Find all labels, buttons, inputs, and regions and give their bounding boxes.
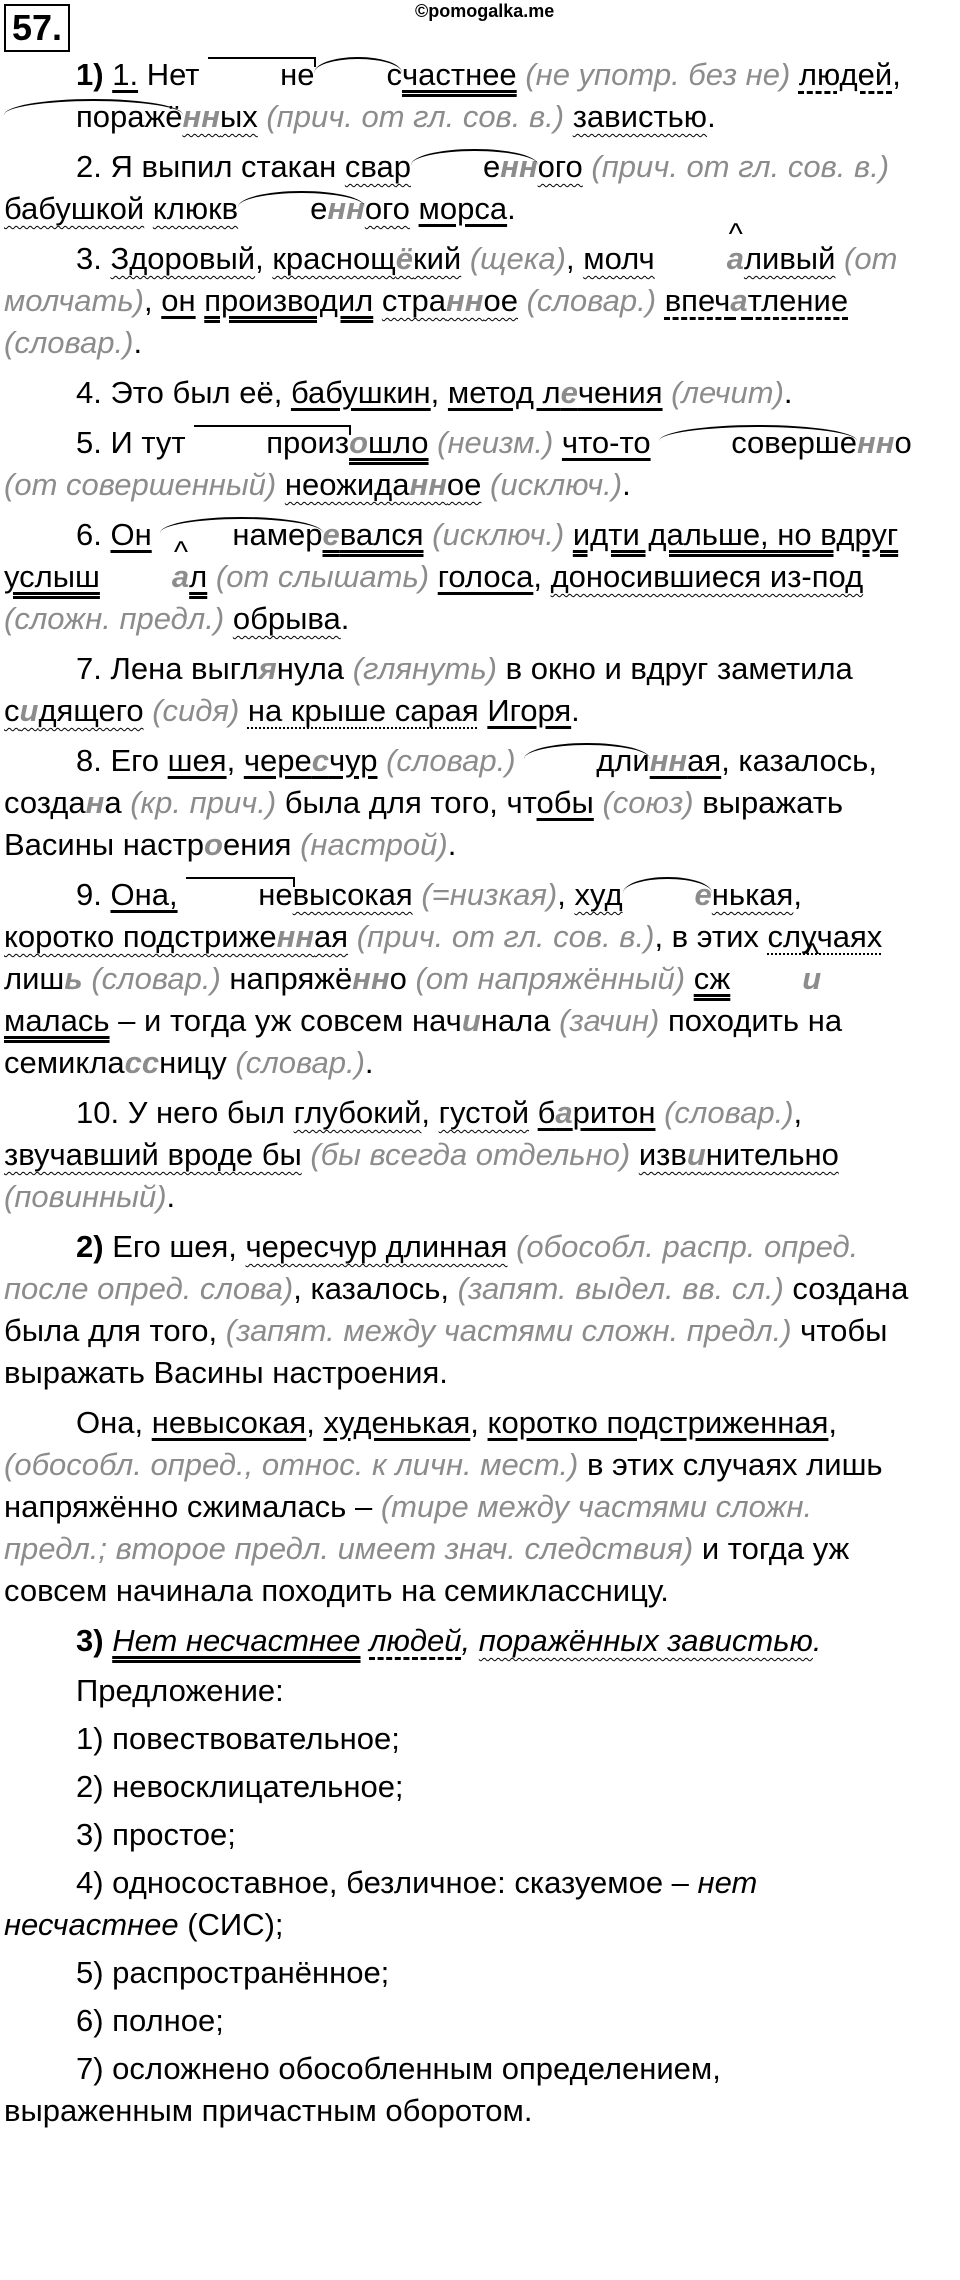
sentence-2: 2. Я выпил стакан свар енного (прич. от гл. сов. в.) бабушкой клюкв енного морса. [4, 146, 916, 230]
analysis-item-5: 5) распространённое; [76, 1955, 390, 1990]
sentence-5: 5. И тут произошло (неизм.) что-то совершенно (от совершенный) неожиданное (исключ.). [4, 422, 916, 506]
sentence-9: 9. Она, невысокая (=низкая), худ енькая, коротко подстриженная (прич. от гл. сов. в.), в этих случаях лишь (словар.) напряжённо (от напряжённый) сж^ ималась – и тогда уж совсем начинала (зачин) походить на семиклассницу (словар.). [4, 874, 916, 1084]
parsed-sentence: 3) Нет несчастнее людей, поражённых завистью. [76, 1623, 822, 1658]
sentence-4: 4. Это был её, бабушкин, метод лечения (лечит). [76, 375, 793, 410]
sentence-7: 7. Лена выглянула (глянуть) в окно и вдруг заметила сидящего (сидя) на крыше сарая Игоря. [4, 651, 853, 728]
part-3-label: 3) [76, 1623, 104, 1658]
punctuation-2: Она, невысокая, худенькая, коротко подстриженная, (обособл. опред., относ. к личн. мест.) в этих случаях лишь напряжённо сжималась – (тире между частями сложн. предл.; второе предл. имеет знач. следствия) и тогда уж совсем начинала походить на семиклассницу. [4, 1405, 883, 1608]
part-2-label: 2) [76, 1229, 104, 1264]
sentence-8: 8. Его шея, чересчур (словар.) длинная, казалось, создана (кр. прич.) была для того, чтобы (союз) выражать Васины настроения (настрой). [4, 740, 916, 866]
analysis-item-3: 3) простое; [76, 1817, 236, 1852]
predicate: не счастнее [208, 57, 517, 92]
analysis-item-6: 6) полное; [76, 2003, 224, 2038]
sentence-1: 1) 1. Нет не счастнее (не употр. без не) людей, поражённых (прич. от гл. сов. в.) завистью. [4, 54, 916, 138]
analysis-item-4: 4) односоставное, безличное: сказуемое – нет несчастнее (СИС); [4, 1865, 758, 1942]
analysis-item-1: 1) повествовательное; [76, 1721, 400, 1756]
site-watermark: ©pomogalka.me [415, 1, 555, 21]
analysis-item-2: 2) невосклицательное; [76, 1769, 404, 1804]
sentence-6: 6. Он намеревался (исключ.) идти дальше, но вдруг услыш^ ал (от слышать) голоса, доносившиеся из-под (сложн. предл.) обрыва. [4, 514, 916, 640]
punctuation-1: 2) Его шея, чересчур длинная (обособл. распр. опред. после опред. слова), казалось, (запят. выдел. вв. сл.) создана была для того, (запят. между частями сложн. предл.) чтобы выражать Васины настроения. [4, 1229, 909, 1390]
exercise-body [4, 54, 916, 2138]
analysis-heading: Предложение: [76, 1673, 284, 1708]
sentence-3: 3. Здоровый, краснощёкий (щека), молч^ аливый (от молчать), он производил странное (словар.) впечатление (словар.). [4, 238, 916, 364]
exercise-number: 57. [4, 4, 70, 52]
sentence-10: 10. У него был глубокий, густой баритон (словар.), звучавший вроде бы (бы всегда отдельно) извинительно (повинный). [4, 1095, 839, 1214]
analysis-item-7: 7) осложнено обособленным определением, выраженным причастным оборотом. [4, 2051, 721, 2128]
part-1-label: 1) [76, 57, 104, 92]
